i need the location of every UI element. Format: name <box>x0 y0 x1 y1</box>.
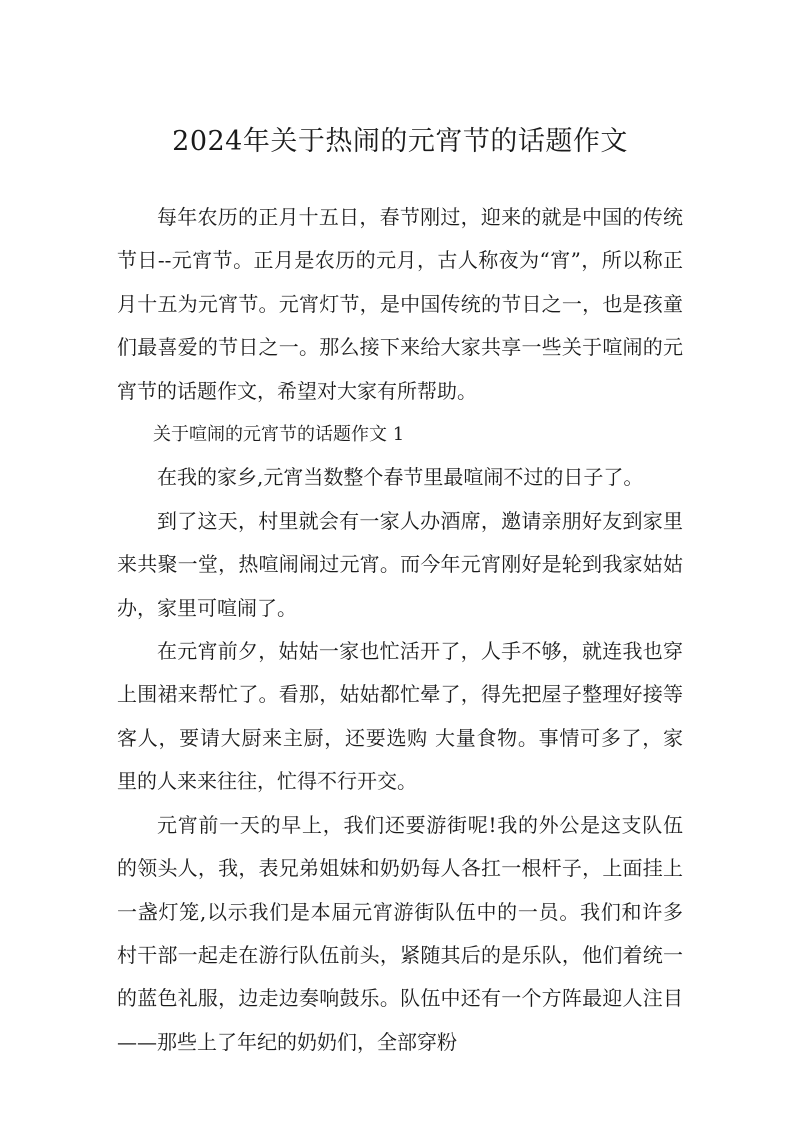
intro-paragraph: 每年农历的正月十五日，春节刚过，迎来的就是中国的传统节日--元宵节。正月是农历的元月，古人称夜为“宵”，所以称正月十五为元宵节。元宵灯节，是中国传统的节日之一，也是孩童们最喜爱的节日之一。那么接下来给大家共享一些关于喧闹的元宵节的话题作文，希望对大家有所帮助。 <box>117 205 683 403</box>
essay-subheading: 关于喧闹的元宵节的话题作文 1 <box>153 424 405 446</box>
body-paragraph: 在我的家乡,元宵当数整个春节里最喧闹不过的日子了。 <box>157 465 644 490</box>
body-paragraph: 到了这天，村里就会有一家人办酒席，邀请亲朋好友到家里来共聚一堂，热喧闹闹过元宵。而今年元宵刚好是轮到我家姑姑办，家里可喧闹了。 <box>117 508 683 620</box>
document-title: 2024年关于热闹的元宵节的话题作文 <box>172 126 628 157</box>
document-body <box>117 196 683 1064</box>
body-paragraph: 元宵前一天的早上，我们还要游街呢!我的外公是这支队伍的领头人，我，表兄弟姐妹和奶奶每人各扛一根杆子，上面挂上一盏灯笼,以示我们是本届元宵游街队伍中的一员。我们和许多村干部一起走在游行队伍前头，紧随其后的是乐队，他们着统一的蓝色礼服，边走边奏响鼓乐。队伍中还有一个方阵最迎人注目——那些上了年纪的奶奶们，全部穿粉 <box>117 812 683 1054</box>
body-paragraph: 在元宵前夕，姑姑一家也忙活开了，人手不够，就连我也穿上围裙来帮忙了。看那，姑姑都忙晕了，得先把屋子整理好接等客人，要请大厨来主厨，还要选购 大量食物。事情可多了，家里的人来来往往，忙得不行开交。 <box>117 639 683 794</box>
